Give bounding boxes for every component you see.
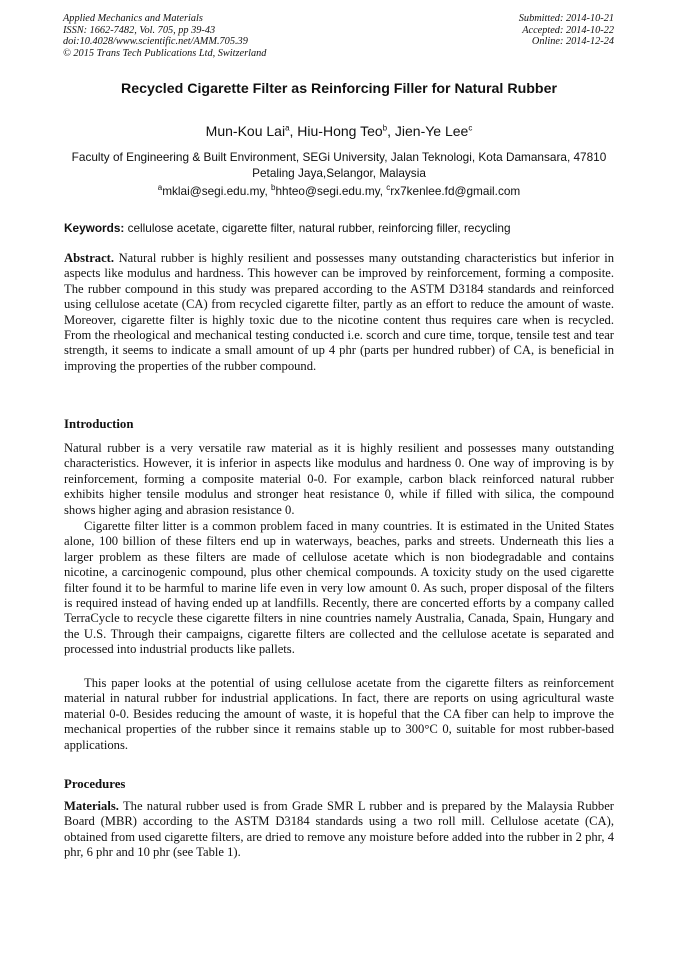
- introduction-heading: Introduction: [64, 417, 134, 431]
- introduction-paragraph: Cigarette filter litter is a common problem faced in many countries. It is estimated in the United States alone, 100 billion of these filters end up in waterways, beaches, parks and streets. Underneath this lies a larger problem as these filters are made of cellulose acetate which is non biodegradable and contains nicotine, a carcinogenic compound, plus other chemical compounds. A toxicity study on the used cigarette filter found it to be harmful to marine life even in very low amount 0. As such, proper disposal of the filters is required instead of having ended up at landfills. Recently, there are concerted efforts by a company called TerraCycle to recycle these cigarette filters in nine countries namely Australia, Canada, Spain, Hungary and the U.S. Through their campaigns, cigarette filters are collected and the cellulose acetate is separated and processed into industrial products like pallets.: [64, 519, 614, 657]
- accepted-date: Accepted: 2014-10-22: [522, 24, 614, 36]
- materials-text: The natural rubber used is from Grade SMR L rubber and is prepared by the Malaysia Rubber Board (MBR) according to the ASTM D3184 standards using a two roll mill. Cellulose acetate (CA), obtained from used cigarette filters, are dried to remove any moisture before added into the rubber in 2 phr, 4 phr, 6 phr and 10 phr (see Table 1).: [64, 799, 614, 860]
- email: $^a$mklai@segi.edu.my,: [157, 183, 271, 198]
- online-date: Online: 2014-12-24: [531, 36, 614, 48]
- affiliation: Faculty of Engineering & Built Environment, SEGi University, Jalan Teknologi, Kota Damansara, 47810 Petaling Jaya,Selangor, Malaysia: [71, 150, 607, 180]
- author: Hiu-Hong Teo$^b$,: [297, 123, 395, 139]
- submitted-date: Submitted: 2014-10-21: [518, 13, 614, 24]
- author-emails: [0, 184, 678, 198]
- doi: doi:10.4028/www.scientific.net/AMM.705.39: [63, 36, 248, 48]
- introduction-paragraph: Natural rubber is a very versatile raw material as it is highly resilient and possesses many outstanding characteristics. However, it is inferior in aspects like modulus and hardness 0. One way of improving is by reinforcement, forming a composite material 0-0. For example, carbon black reinforced natural rubber exhibits higher tensile modulus and stronger heat resistance 0, while if filled with silica, the compound shows higher aging and abrasion resistance 0.: [64, 441, 614, 517]
- journal-name: Applied Mechanics and Materials: [63, 13, 203, 24]
- abstract-label: Abstract.: [64, 251, 115, 265]
- keywords: [64, 221, 614, 235]
- keywords-text: cellulose acetate, cigarette filter, natural rubber, reinforcing filler, recycling: [124, 221, 511, 235]
- email: $^b$hhteo@segi.edu.my,: [271, 183, 387, 198]
- email: $^c$rx7kenlee.fd@gmail.com: [386, 183, 521, 198]
- author: Mun-Kou Lai$^a$,: [205, 123, 298, 139]
- materials-paragraph: [64, 799, 614, 861]
- materials-label: Materials.: [64, 799, 119, 813]
- procedures-heading: Procedures: [64, 777, 126, 791]
- copyright: © 2015 Trans Tech Publications Ltd, Switzerland: [63, 47, 267, 59]
- author-list: [0, 123, 678, 139]
- keywords-label: Keywords:: [64, 221, 125, 235]
- issn-volume: ISSN: 1662-7482, Vol. 705, pp 39-43: [63, 24, 216, 36]
- abstract: [64, 251, 614, 374]
- journal-info: [63, 13, 266, 59]
- paper-title: Recycled Cigarette Filter as Reinforcing Filler for Natural Rubber: [121, 81, 557, 97]
- submission-dates: [519, 13, 614, 48]
- abstract-text: Natural rubber is highly resilient and possesses many outstanding characteristics but inferior in aspects like modulus and hardness. This however can be improved by reinforcement, forming a composite. The rubber compound in this study was prepared according to the ASTM D3184 standards and reinforced using cellulose acetate (CA) from recycled cigarette filter, partly as an effort to reduce the amount of waste. Moreover, cigarette filter is highly toxic due to the nicotine content thus requires care when is recycled. From the rheological and mechanical testing conducted i.e. scorch and cure time, torque, tensile test and tear strength, it seems to indicate a small amount of up 4 phr (parts per hundred rubber) of CA, is beneficial in improving the properties of the rubber compound.: [64, 251, 614, 373]
- author: Jien-Ye Lee$^c$: [394, 123, 473, 139]
- introduction-paragraph: This paper looks at the potential of using cellulose acetate from the cigarette filters as reinforcement material in natural rubber for industrial applications. In fact, there are reports on using agricultural waste material 0-0. Besides reducing the amount of waste, it is hopeful that the CA fiber can help to improve the mechanical properties of the rubber since it remains stable up to 300°C 0, suitable for most rubber-based applications.: [64, 676, 614, 752]
